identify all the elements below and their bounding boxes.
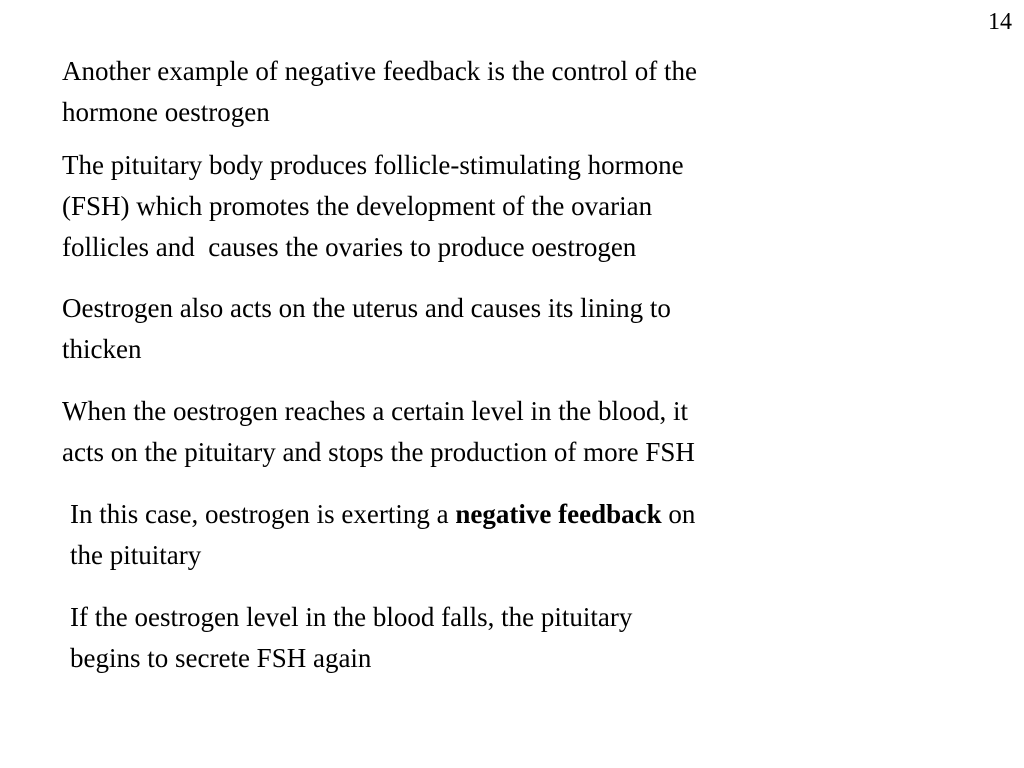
- paragraph-line: acts on the pituitary and stops the production of more FSH: [62, 437, 695, 467]
- paragraph-line: If the oestrogen level in the blood falls, the pituitary: [70, 602, 633, 632]
- paragraph-line: (FSH) which promotes the development of the ovarian: [62, 191, 653, 221]
- paragraph-line: When the oestrogen reaches a certain level in the blood, it: [62, 396, 688, 426]
- paragraph-line: Oestrogen also acts on the uterus and causes its lining to: [62, 293, 671, 323]
- paragraph-intro: [62, 51, 697, 133]
- text-run: on: [661, 499, 696, 529]
- paragraph-oestrogen-level: [62, 391, 695, 473]
- paragraph-line: begins to secrete FSH again: [70, 643, 372, 673]
- paragraph-line: follicles and causes the ovaries to produce oestrogen: [62, 232, 637, 262]
- emphasis-text: negative feedback: [455, 499, 662, 529]
- paragraph-line: Another example of negative feedback is the control of the: [62, 56, 698, 86]
- paragraph-negative-feedback: [70, 494, 695, 576]
- paragraph-line: the pituitary: [70, 540, 202, 570]
- paragraph-uterus: [62, 288, 671, 370]
- paragraph-level-falls: [70, 597, 632, 679]
- paragraph-line: The pituitary body produces follicle-stimulating hormone: [62, 150, 684, 180]
- text-run: In this case, oestrogen is exerting a: [70, 499, 456, 529]
- paragraph-line: hormone oestrogen: [62, 97, 270, 127]
- paragraph-line: [70, 494, 695, 535]
- paragraph-line: thicken: [62, 334, 142, 364]
- page-number: 14: [988, 9, 1012, 35]
- paragraph-fsh: [62, 145, 684, 268]
